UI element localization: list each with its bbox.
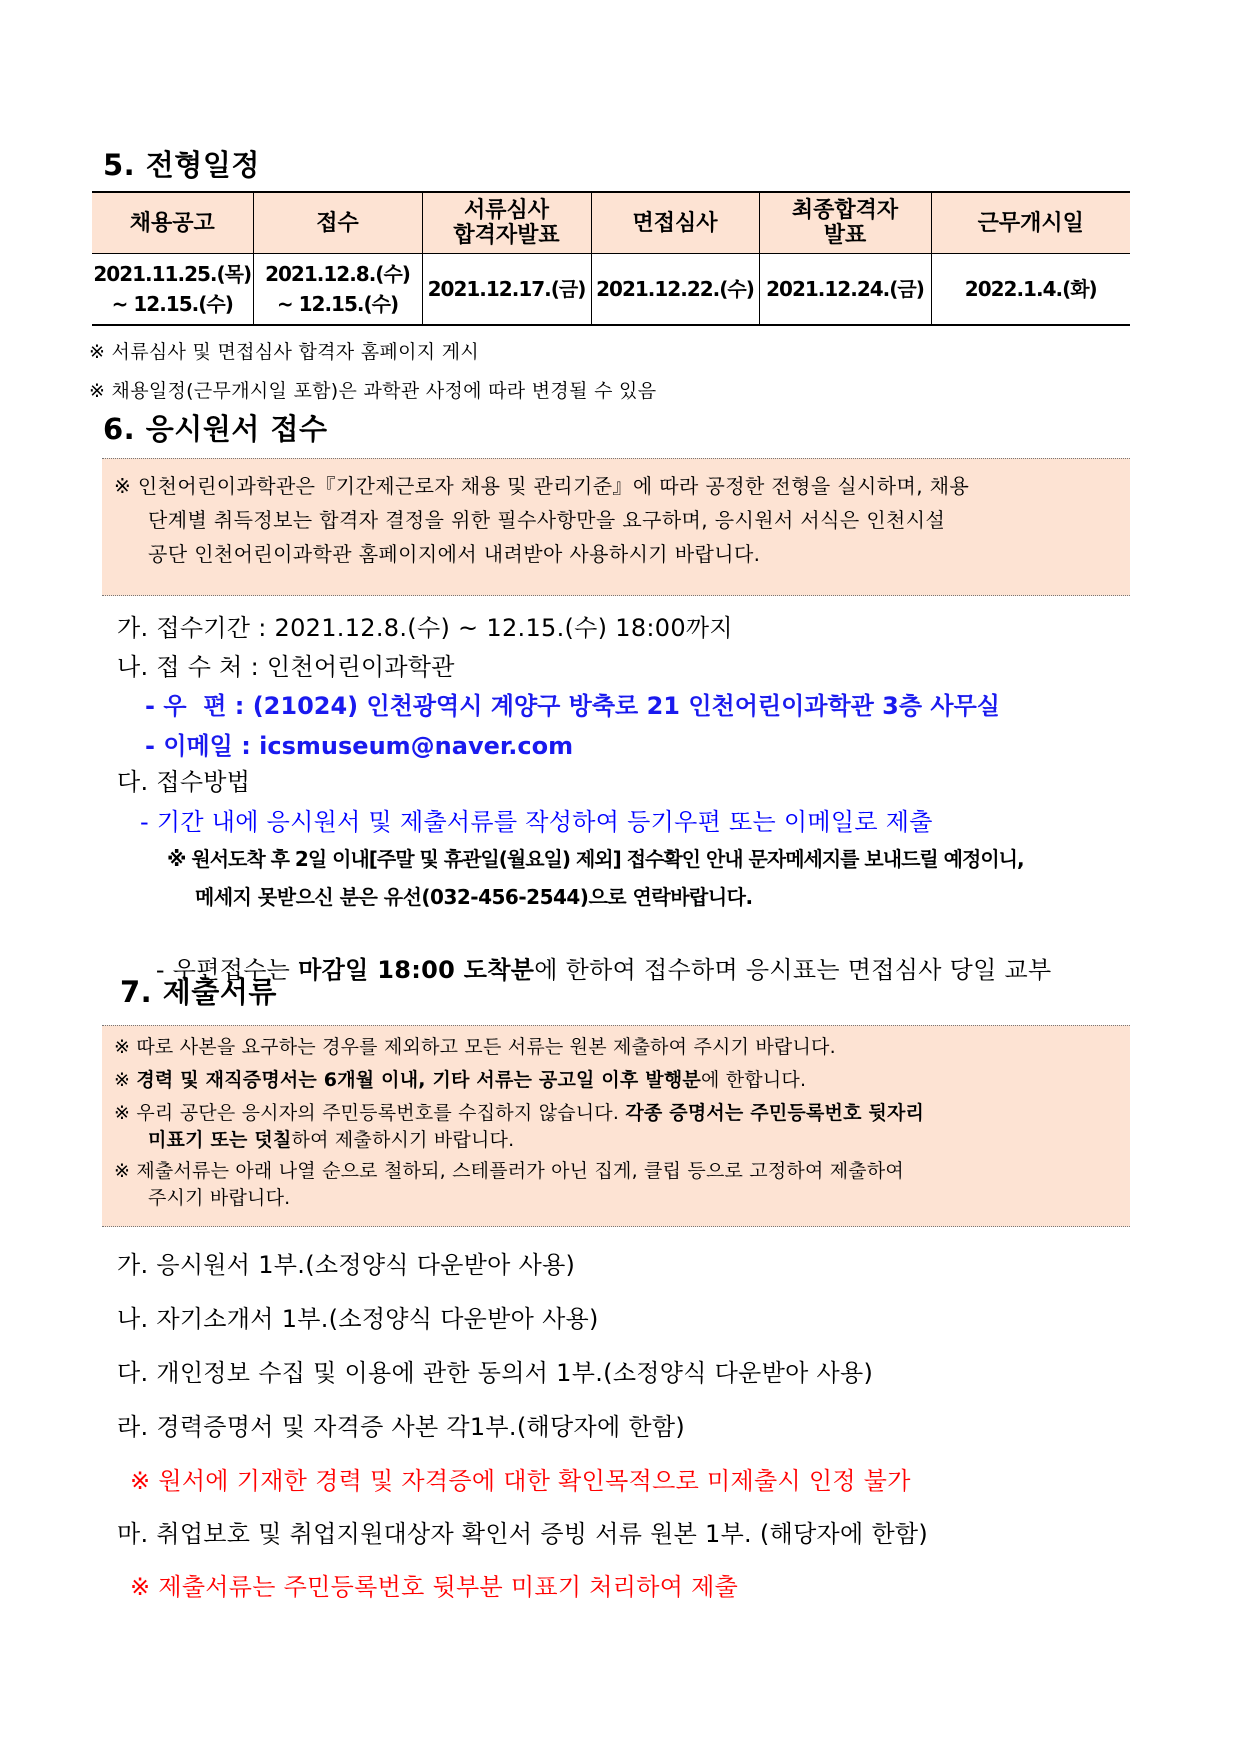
- application-period: 가. 접수기간 : 2021.12.8.(수) ~ 12.15.(수) 18:00까지: [117, 614, 733, 642]
- notice-text: ※ 우리 공단은 응시자의 주민등록번호를 수집하지 않습니다.: [114, 1102, 626, 1124]
- header-cell: 최종합격자 발표: [759, 192, 931, 254]
- notice-text: 에 한합니다.: [700, 1069, 807, 1091]
- schedule-date-row: [92, 254, 1130, 326]
- notice-box-documents: [102, 1025, 1130, 1227]
- sms-notice-line-2: 메세지 못받으신 분은 유선(032-456-2544)으로 연락바랍니다.: [195, 885, 753, 909]
- document-item-1: 가. 응시원서 1부.(소정양식 다운받아 사용): [117, 1251, 576, 1279]
- section7-title: 7. 제출서류: [120, 975, 277, 1009]
- header-cell: 서류심사 합격자발표: [422, 192, 591, 254]
- document-item-3: 다. 개인정보 수집 및 이용에 관한 동의서 1부.(소정양식 다운받아 사용): [117, 1359, 874, 1387]
- schedule-table: [92, 191, 1130, 326]
- notice-text: ※: [114, 1069, 137, 1091]
- red-notice-1: ※ 원서에 기재한 경력 및 자격증에 대한 확인목적으로 미제출시 인정 불가: [130, 1467, 911, 1495]
- notice-bold: 각종 증명서는 주민등록번호 뒷자리: [625, 1102, 925, 1124]
- notice-line: [114, 1100, 1130, 1127]
- document-item-2: 나. 자기소개서 1부.(소정양식 다운받아 사용): [117, 1305, 599, 1333]
- sms-notice-line-1: ※ 원서도착 후 2일 이내[주말 및 휴관일(월요일) 제외] 접수확인 안내 문자메세지를 보내드릴 예정이니,: [167, 847, 1024, 871]
- date-cell: 2021.12.8.(수) ~ 12.15.(수): [253, 254, 422, 326]
- notice-line: 주시기 바랍니다.: [148, 1187, 291, 1209]
- notice-text: 하여 제출하시기 바랍니다.: [291, 1129, 515, 1151]
- date-cell: 2021.12.24.(금): [759, 254, 931, 326]
- section6-title: 6. 응시원서 접수: [103, 412, 328, 446]
- notice-line: [114, 1067, 1130, 1094]
- application-method-1: - 기간 내에 응시원서 및 제출서류를 작성하여 등기우편 또는 이메일로 제출: [140, 808, 933, 836]
- notice-line: [114, 1127, 1130, 1154]
- notice-line: ※ 따로 사본을 요구하는 경우를 제외하고 모든 서류는 원본 제출하여 주시기 바랍니다.: [114, 1036, 836, 1058]
- notice-line: 단계별 취득정보는 합격자 결정을 위한 필수사항만을 요구하며, 응시원서 서식은 인천시설: [148, 508, 946, 532]
- notice-line: 공단 인천어린이과학관 홈페이지에서 내려받아 사용하시기 바랍니다.: [148, 542, 761, 566]
- date-cell: 2021.12.22.(수): [591, 254, 759, 326]
- email-address: - 이메일 : icsmuseum@naver.com: [145, 732, 574, 760]
- header-cell: 면접심사: [591, 192, 759, 254]
- notice-bold: 미표기 또는 덧칠: [148, 1129, 292, 1151]
- header-cell: 접수: [253, 192, 422, 254]
- method2-text: 에 한하여 접수하며 응시표는 면접심사 당일 교부: [534, 956, 1052, 984]
- notice-box-application: [102, 458, 1130, 596]
- application-method-title: 다. 접수방법: [117, 768, 251, 796]
- method2-text: - 우편접수는: [155, 956, 299, 984]
- postal-address: - 우 편 : (21024) 인천광역시 계양구 방축로 21 인천어린이과학관 3층 사무실: [145, 692, 1000, 720]
- date-cell: 2022.1.4.(화): [931, 254, 1130, 326]
- notice-line: ※ 제출서류는 아래 나열 순으로 철하되, 스테플러가 아닌 집게, 클립 등으로 고정하여 제출하여: [114, 1160, 904, 1182]
- notice-line: ※ 인천어린이과학관은『기간제근로자 채용 및 관리기준』에 따라 공정한 전형을 실시하며, 채용: [114, 474, 970, 498]
- document-item-4: 라. 경력증명서 및 자격증 사본 각1부.(해당자에 한함): [117, 1413, 686, 1441]
- notice-bold: 경력 및 재직증명서는 6개월 이내, 기타 서류는 공고일 이후 발행분: [136, 1069, 701, 1091]
- application-place: 나. 접 수 처 : 인천어린이과학관: [117, 653, 455, 681]
- deadline-highlight: 마감일 18:00 도착분: [298, 956, 535, 984]
- schedule-header-row: [92, 192, 1130, 254]
- date-cell: 2021.12.17.(금): [422, 254, 591, 326]
- schedule-note-1: ※ 서류심사 및 면접심사 합격자 홈페이지 게시: [89, 341, 480, 363]
- date-cell: 2021.11.25.(목) ~ 12.15.(수): [93, 262, 252, 316]
- document-item-5: 마. 취업보호 및 취업지원대상자 확인서 증빙 서류 원본 1부. (해당자에 한함): [117, 1520, 929, 1548]
- red-notice-2: ※ 제출서류는 주민등록번호 뒷부분 미표기 처리하여 제출: [130, 1573, 739, 1601]
- header-cell: 근무개시일: [931, 192, 1130, 254]
- section5-title: 5. 전형일정: [103, 148, 260, 182]
- header-cell: 채용공고: [92, 192, 253, 254]
- schedule-note-2: ※ 채용일정(근무개시일 포함)은 과학관 사정에 따라 변경될 수 있음: [89, 380, 657, 402]
